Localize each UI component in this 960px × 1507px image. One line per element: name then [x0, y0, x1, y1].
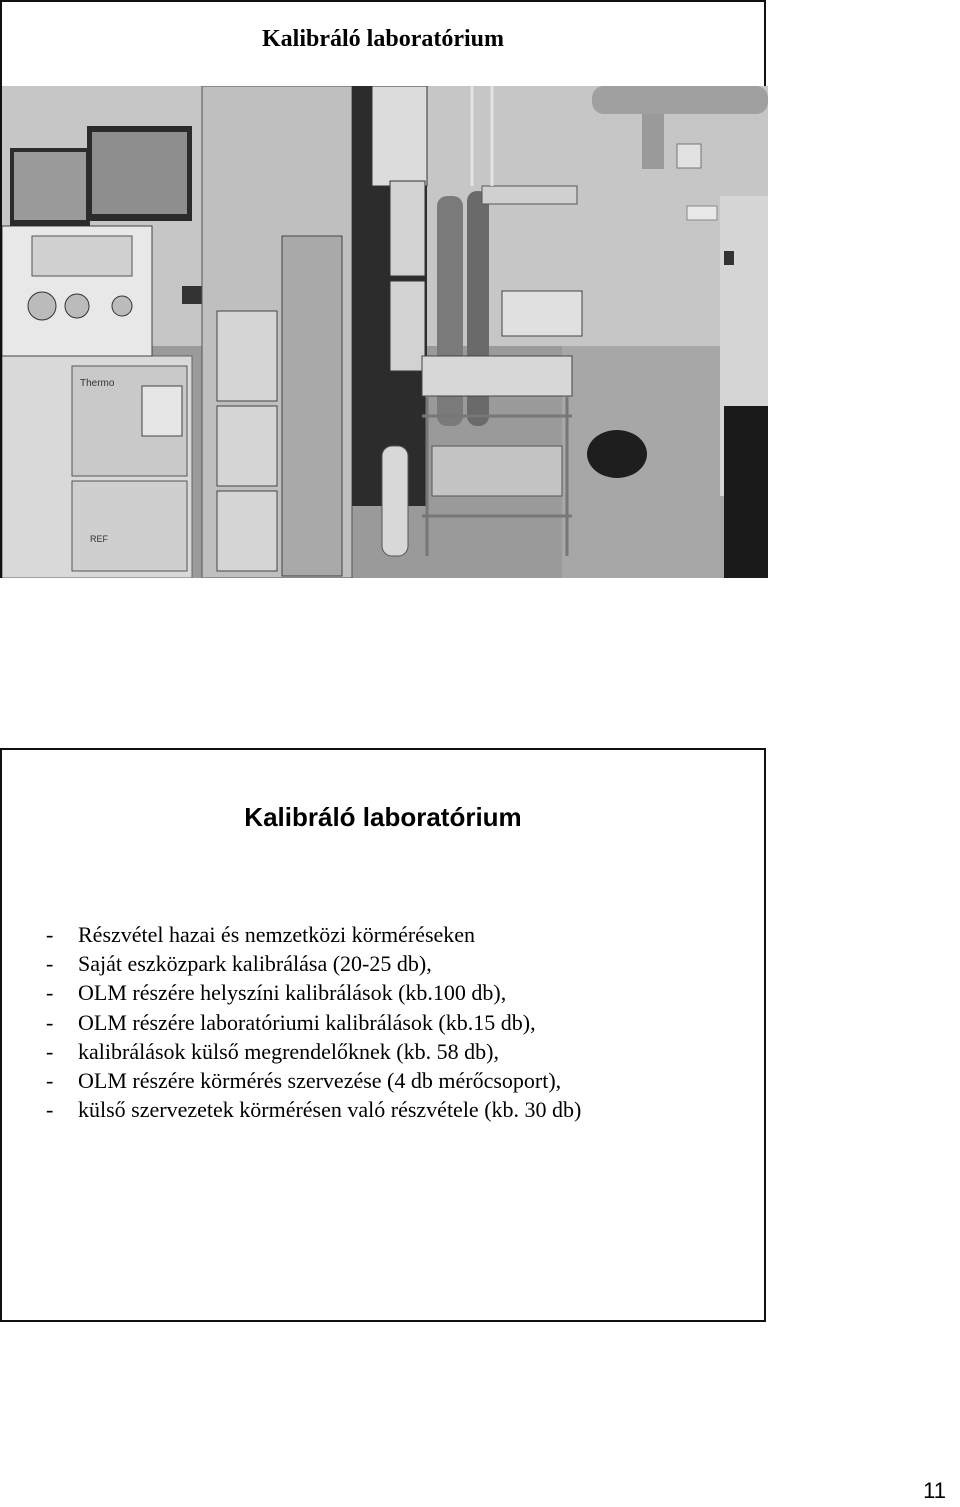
bullet-text: Saját eszközpark kalibrálása (20-25 db),	[78, 951, 432, 977]
list-item	[46, 978, 581, 1007]
slide-1	[0, 0, 766, 578]
bullet-dash: -	[46, 980, 54, 1006]
slide-2	[0, 748, 766, 1322]
bullet-dash: -	[46, 1009, 54, 1035]
bullet-text: Részvétel hazai és nemzetközi körméréseken	[78, 922, 476, 947]
bullet-text: OLM részére helyszíni kalibrálások (kb.100 db),	[78, 980, 507, 1006]
bullet-dash: -	[46, 1068, 54, 1094]
bullet-dash: -	[46, 1038, 54, 1064]
lab-photo	[2, 86, 768, 578]
bullet-dash: -	[46, 951, 54, 977]
list-item	[46, 1066, 581, 1095]
bullet-text: külső szervezetek körmérésen való részvétele (kb. 30 db)	[78, 1097, 582, 1123]
ref-label: REF	[90, 534, 108, 544]
list-item	[46, 1008, 581, 1037]
list-item	[46, 949, 581, 978]
list-item	[46, 1095, 581, 1124]
slide-1-title: Kalibráló laboratórium	[262, 26, 504, 52]
thermo-label: Thermo	[80, 378, 115, 389]
bullet-dash: -	[46, 922, 54, 947]
bullet-list	[46, 920, 581, 1124]
bullet-dash: -	[46, 1097, 54, 1123]
list-item	[46, 920, 581, 949]
bullet-text: OLM részére laboratóriumi kalibrálások (kb.15 db),	[78, 1009, 536, 1035]
page-number: 11	[923, 1478, 946, 1503]
bullet-text: kalibrálások külső megrendelőknek (kb. 58 db),	[78, 1038, 499, 1064]
slide-2-title: Kalibráló laboratórium	[244, 802, 522, 832]
list-item	[46, 1037, 581, 1066]
bullet-text: OLM részére körmérés szervezése (4 db mérőcsoport),	[78, 1068, 562, 1094]
